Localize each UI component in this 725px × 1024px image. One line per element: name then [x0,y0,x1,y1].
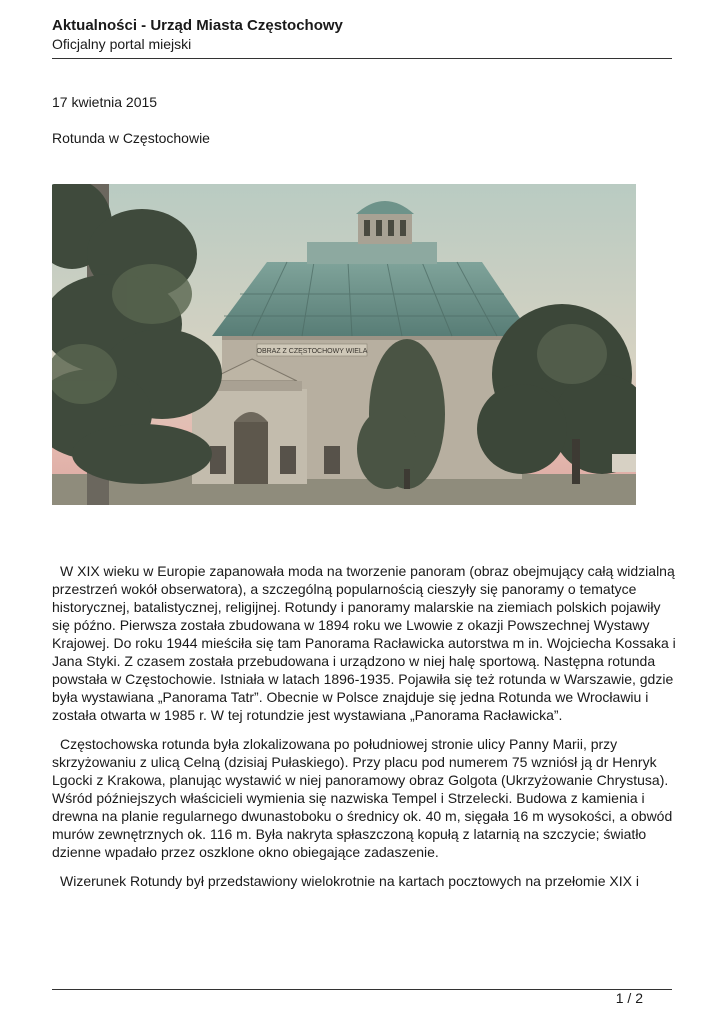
rotunda-postcard-image [52,184,636,505]
header-divider [52,58,672,59]
article-date: 17 kwietnia 2015 [52,94,158,110]
footer-divider [52,989,672,990]
building-sign: OBRAZ Z CZĘSTOCHOWY WIELA [256,348,368,355]
site-subtitle: Oficjalny portal miejski [52,36,192,52]
article-paragraph: Częstochowska rotunda była zlokalizowana po południowej stronie ulicy Panny Marii, przy skrzyżowaniu z ulicą Celną (dzisiaj Pułaskiego). Przy placu pod numerem 75 wzniósł ją dr Henryk Lgocki z Krakowa, planując wystawić w niej panoramowy obraz Golgota (Ukrzyżowanie Chrystusa). Wśród późniejszych właścicieli wymienia się nazwiska Tempel i Strzelecki. Budowa z kamienia i drewna na planie regularnego dwunastoboku o średnicy ok. 40 m, sięgała 16 m wysokości, a obwód murów zewnętrznych ok. 116 m. Była nakryta spłaszczoną kopułą z latarnią na szczycie; światło dzienne wpadało przez oszklone okno obiegające zadaszenie. [52,736,673,860]
site-title: Aktualności - Urząd Miasta Częstochowy [52,17,343,34]
page-number: 1 / 2 [615,990,643,1006]
article-paragraph: Wizerunek Rotundy był przedstawiony wielokrotnie na kartach pocztowych na przełomie XIX i [60,873,639,889]
article-paragraph: W XIX wieku w Europie zapanowała moda na tworzenie panoram (obraz obejmujący całą widzialną przestrzeń wokół obserwatora), a szczególną popularnością cieszyły się panoramy o tematyce historycznej, batalistycznej, religijnej. Rotundy i panoramy malarskie na ziemiach polskich pojawiły się późno. Pierwsza została zbudowana w 1894 roku we Lwowie z okazji Powszechnej Wystawy Krajowej. Do roku 1944 mieściła się tam Panorama Racławicka autorstwa m in. Wojciecha Kossaka i Jana Styki. Z czasem została przebudowana i urządzono w niej halę sportową. Następna rotunda powstała w Częstochowie. Istniała w latach 1896-1935. Pojawiła się też rotunda w Warszawie, gdzie była wystawiana „Panorama Tatr”. Obecnie w Polsce znajduje się jedna Rotunda we Wrocławiu i została otwarta w 1985 r. W tej rotundzie jest wystawiana „Panorama Racławicka”. [52,563,676,723]
article-body [52,562,676,901]
page-header [52,16,672,53]
article-title: Rotunda w Częstochowie [52,130,210,146]
